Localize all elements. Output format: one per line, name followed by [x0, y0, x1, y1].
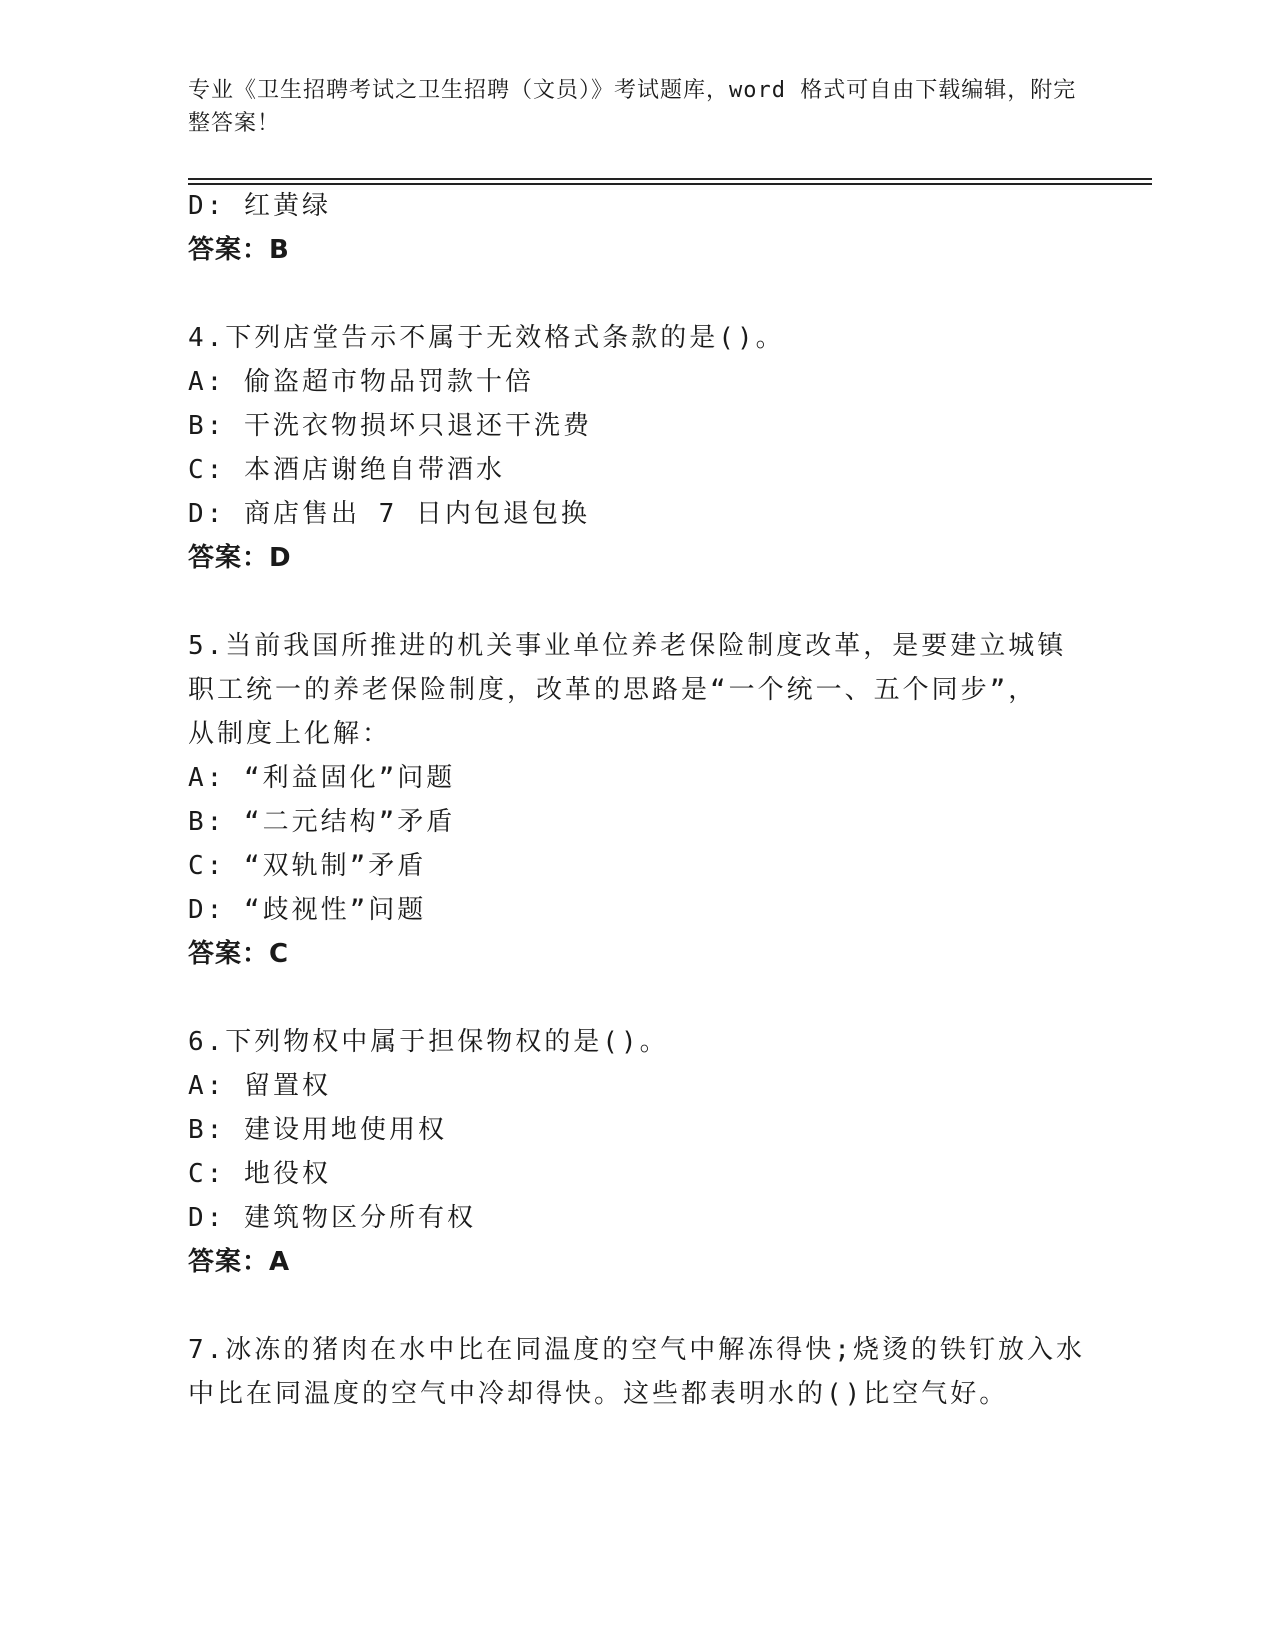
q4-option-d: D: 商店售出 7 日内包退包换 — [188, 499, 590, 529]
q4-option-c: C: 本酒店谢绝自带酒水 — [188, 455, 505, 485]
header-rule-bottom — [188, 183, 1152, 185]
q5-option-d: D: “歧视性”问题 — [188, 895, 427, 925]
q6-option-b: B: 建设用地使用权 — [188, 1115, 447, 1145]
q3-option-d: D: 红黄绿 — [188, 191, 331, 221]
q5-option-c: C: “双轨制”矛盾 — [188, 851, 427, 881]
q5-stem-line2: 职工统一的养老保险制度，改革的思路是“一个统一、五个同步”， — [188, 675, 1038, 705]
q6-option-d: D: 建筑物区分所有权 — [188, 1203, 476, 1233]
q4-stem: 4.下列店堂告示不属于无效格式条款的是()。 — [188, 323, 785, 353]
q5-option-a: A: “利益固化”问题 — [188, 763, 456, 793]
q5-stem-line1: 5.当前我国所推进的机关事业单位养老保险制度改革，是要建立城镇 — [188, 631, 1067, 661]
q7-stem-line1: 7.冰冻的猪肉在水中比在同温度的空气中解冻得快;烧烫的铁钉放入水 — [188, 1335, 1085, 1365]
q4-option-a: A: 偷盗超市物品罚款十倍 — [188, 367, 534, 397]
q6-option-c: C: 地役权 — [188, 1159, 331, 1189]
q6-stem: 6.下列物权中属于担保物权的是()。 — [188, 1027, 669, 1057]
header-rule-top — [188, 178, 1152, 180]
q6-option-a: A: 留置权 — [188, 1071, 331, 1101]
q5-stem-line3: 从制度上化解： — [188, 719, 392, 749]
document-header: 专业《卫生招聘考试之卫生招聘（文员）》考试题库，word 格式可自由下载编辑，附完整答案！ — [188, 78, 1077, 136]
q5-answer: 答案：C — [188, 939, 290, 969]
q3-answer: 答案：B — [188, 235, 290, 265]
q4-answer: 答案：D — [188, 543, 292, 573]
q6-answer: 答案：A — [188, 1247, 291, 1277]
q5-option-b: B: “二元结构”矛盾 — [188, 807, 456, 837]
q7-stem-line2: 中比在同温度的空气中冷却得快。这些都表明水的()比空气好。 — [188, 1379, 1009, 1409]
q4-option-b: B: 干洗衣物损坏只退还干洗费 — [188, 411, 592, 441]
